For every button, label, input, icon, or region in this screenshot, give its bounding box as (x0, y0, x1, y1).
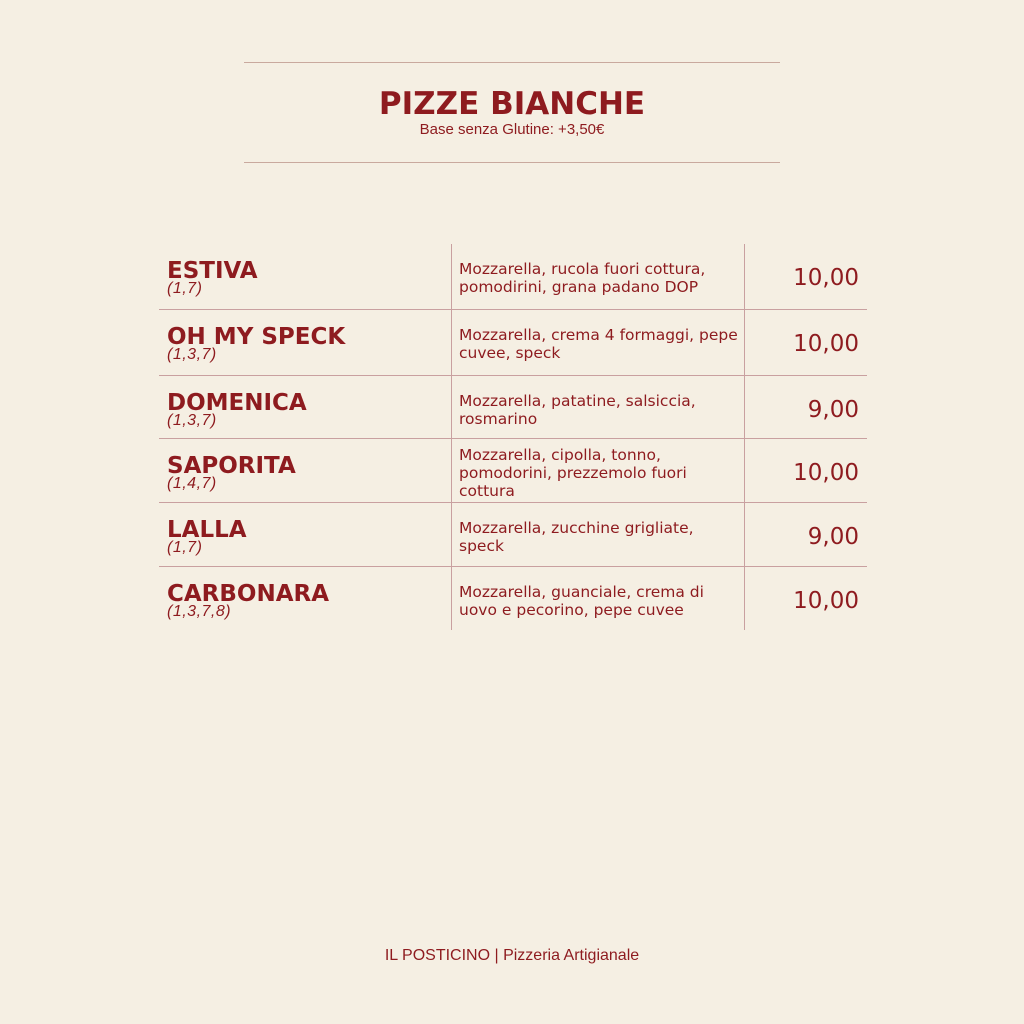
gluten-free-note: Base senza Glutine: +3,50€ (419, 121, 605, 138)
menu-row (159, 376, 867, 439)
allergens: (1,3,7,8) (167, 603, 232, 620)
pizza-price: 10,00 (793, 588, 859, 614)
pizza-price: 10,00 (793, 460, 859, 486)
pizza-price: 9,00 (807, 397, 859, 423)
pizza-description: Mozzarella, guanciale, crema di uovo e pecorino, pepe cuvee (459, 583, 704, 619)
pizza-price: 9,00 (807, 524, 859, 550)
menu-row (159, 310, 867, 376)
page-title: PIZZE BIANCHE (378, 86, 646, 122)
pizza-name-cell (167, 582, 329, 620)
pizza-description: Mozzarella, zucchine grigliate, speck (459, 519, 694, 555)
menu-row (159, 567, 867, 630)
pizza-name: CARBONARA (167, 581, 330, 607)
bottom-divider (244, 162, 780, 163)
pizza-name: OH MY SPECK (167, 324, 346, 350)
top-divider (244, 62, 780, 63)
allergens: (1,3,7) (167, 346, 217, 363)
pizza-name: SAPORITA (167, 453, 296, 479)
pizza-price: 10,00 (793, 331, 859, 357)
pizza-description: Mozzarella, cipolla, tonno, pomodorini, prezzemolo fuori cottura (459, 446, 687, 500)
pizza-description: Mozzarella, crema 4 formaggi, pepe cuvee, speck (459, 326, 738, 362)
pizza-price: 10,00 (793, 265, 859, 291)
menu-row (159, 503, 867, 567)
menu-table (159, 244, 867, 630)
menu-header (244, 86, 780, 139)
pizza-name-cell (167, 391, 307, 429)
allergens: (1,7) (167, 539, 203, 556)
footer-brand: IL POSTICINO | Pizzeria Artigianale (384, 947, 640, 964)
pizza-name-cell (167, 518, 247, 556)
allergens: (1,7) (167, 280, 203, 297)
allergens: (1,4,7) (167, 475, 217, 492)
pizza-name: DOMENICA (167, 390, 307, 416)
pizza-name-cell (167, 454, 296, 492)
pizza-name: LALLA (167, 517, 247, 543)
pizza-description: Mozzarella, patatine, salsiccia, rosmarino (459, 392, 696, 428)
pizza-name: ESTIVA (167, 258, 258, 284)
allergens: (1,3,7) (167, 412, 217, 429)
menu-row (159, 439, 867, 503)
pizza-name-cell (167, 325, 345, 363)
pizza-name-cell (167, 259, 258, 297)
pizza-description: Mozzarella, rucola fuori cottura, pomodirini, grana padano DOP (459, 260, 706, 296)
menu-row (159, 244, 867, 310)
